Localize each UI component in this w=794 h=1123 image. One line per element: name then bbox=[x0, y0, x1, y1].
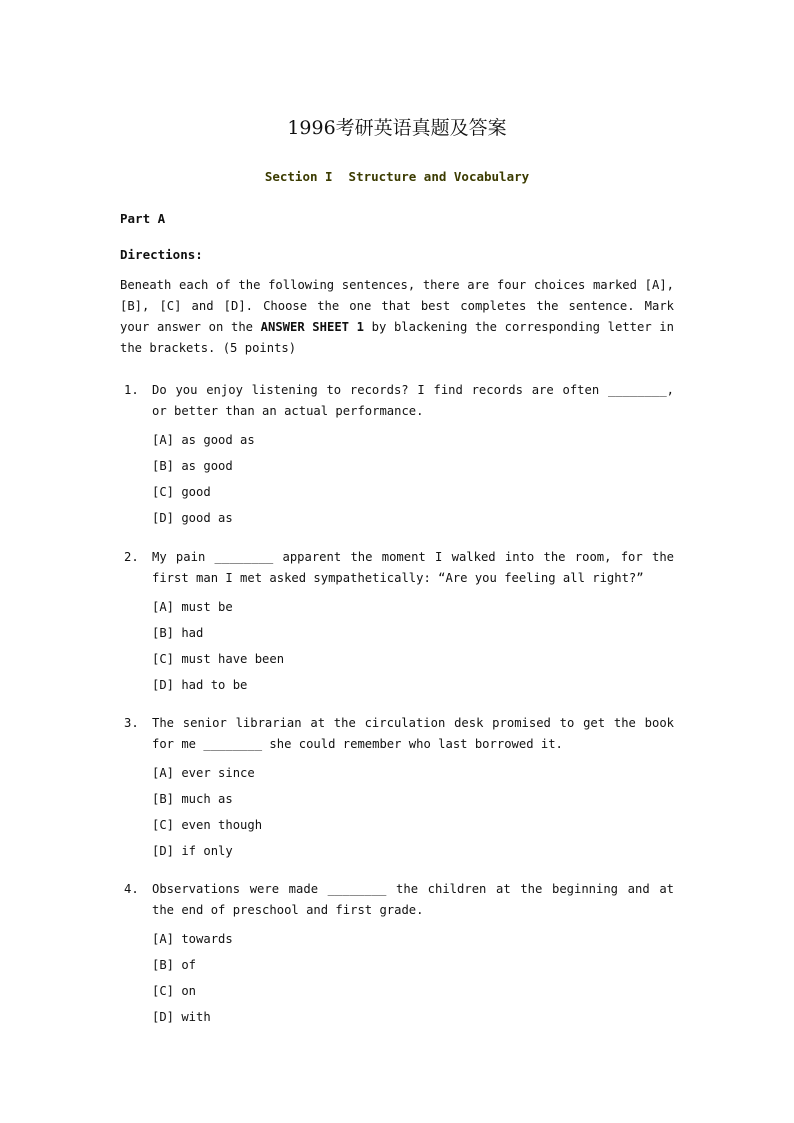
question-options bbox=[152, 427, 674, 531]
question-options bbox=[152, 926, 674, 1030]
page-title: 1996考研英语真题及答案 bbox=[287, 117, 507, 139]
option-c: [C] must have been bbox=[152, 652, 285, 666]
option-c: [C] even though bbox=[152, 818, 263, 832]
option-d: [D] had to be bbox=[152, 678, 248, 692]
option-d: [D] if only bbox=[152, 844, 233, 858]
question-number: 2. bbox=[124, 550, 139, 564]
part-heading: Part A bbox=[120, 211, 166, 226]
option-a: [A] towards bbox=[152, 932, 233, 946]
question-text: The senior librarian at the circulation desk promised to get the book for me ________ she could remember who last borrowed it. bbox=[152, 716, 674, 751]
option-a: [A] ever since bbox=[152, 766, 255, 780]
question-number: 1. bbox=[124, 383, 139, 397]
option-b: [B] had bbox=[152, 626, 204, 640]
option-d: [D] with bbox=[152, 1010, 211, 1024]
option-c: [C] good bbox=[152, 485, 211, 499]
section-heading bbox=[0, 168, 794, 186]
question-options bbox=[152, 594, 674, 698]
section-name: Structure and Vocabulary bbox=[348, 169, 530, 184]
question-number: 3. bbox=[124, 716, 139, 730]
option-a: [A] must be bbox=[152, 600, 233, 614]
option-a: [A] as good as bbox=[152, 433, 255, 447]
directions-text-after: by blackening the corresponding letter in the brackets. (5 points) bbox=[120, 320, 674, 355]
option-d: [D] good as bbox=[152, 511, 233, 525]
question-4 bbox=[120, 879, 674, 1030]
directions-heading: Directions: bbox=[120, 247, 203, 262]
directions-text bbox=[120, 275, 674, 359]
question-1 bbox=[120, 380, 674, 531]
question-options bbox=[152, 760, 674, 864]
question-text: My pain ________ apparent the moment I walked into the room, for the first man I met asked sympathetically: “Are you feeling all right?” bbox=[152, 550, 674, 585]
directions-text-before: Beneath each of the following sentences, there are four choices marked [A], [B], [C] and [D]. Choose the one that best completes the sentence. Mark your answer on the bbox=[120, 278, 674, 334]
question-number: 4. bbox=[124, 882, 139, 896]
section-label: Section I bbox=[264, 169, 333, 184]
question-2 bbox=[120, 547, 674, 698]
option-b: [B] of bbox=[152, 958, 197, 972]
answer-sheet-emphasis: ANSWER SHEET 1 bbox=[260, 320, 364, 334]
option-b: [B] as good bbox=[152, 459, 233, 473]
question-text: Do you enjoy listening to records? I find records are often ________, or better than an actual performance. bbox=[152, 383, 674, 418]
option-c: [C] on bbox=[152, 984, 197, 998]
option-b: [B] much as bbox=[152, 792, 233, 806]
question-text: Observations were made ________ the children at the beginning and at the end of preschool and first grade. bbox=[152, 882, 674, 917]
question-3 bbox=[120, 713, 674, 864]
